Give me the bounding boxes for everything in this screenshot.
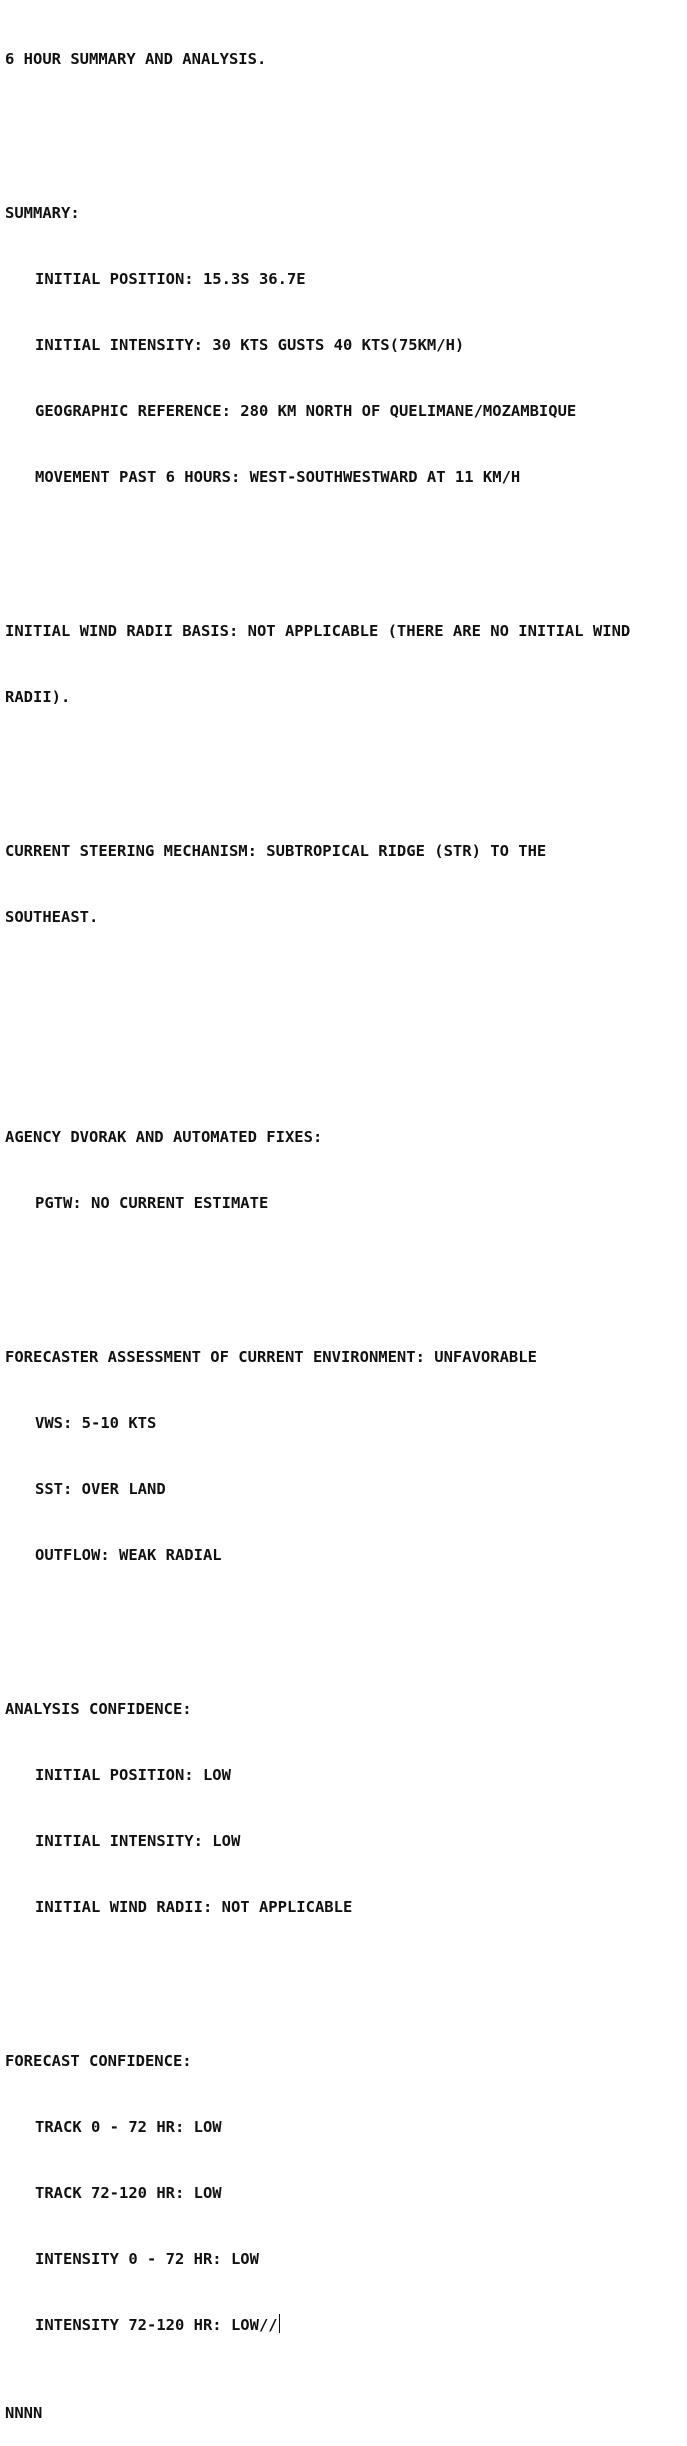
blank-line [5, 972, 630, 994]
blank-line [5, 1038, 630, 1060]
bulletin-text [5, 4, 630, 2446]
analysis-confidence-label: ANALYSIS CONFIDENCE: [5, 1700, 192, 1718]
blank-line [5, 1258, 630, 1280]
summary-geographic-reference: GEOGRAPHIC REFERENCE: 280 KM NORTH OF QUELIMANE/MOZAMBIQUE [35, 402, 577, 420]
dvorak-label: AGENCY DVORAK AND AUTOMATED FIXES: [5, 1128, 323, 1146]
blank-line [5, 114, 630, 136]
forecast-confidence-label: FORECAST CONFIDENCE: [5, 2052, 192, 2070]
blank-line [5, 752, 630, 774]
forecast-intensity-0-72: INTENSITY 0 - 72 HR: LOW [35, 2250, 259, 2268]
steering-line-1: CURRENT STEERING MECHANISM: SUBTROPICAL RIDGE (STR) TO THE [5, 842, 547, 860]
forecast-intensity-72-120: INTENSITY 72-120 HR: LOW// [35, 2316, 278, 2334]
environment-outflow: OUTFLOW: WEAK RADIAL [35, 1546, 222, 1564]
blank-line [5, 1962, 630, 1984]
bulletin-heading: 6 HOUR SUMMARY AND ANALYSIS. [5, 50, 267, 68]
summary-initial-position: INITIAL POSITION: 15.3S 36.7E [35, 270, 306, 288]
dvorak-pgtw: PGTW: NO CURRENT ESTIMATE [35, 1194, 269, 1212]
environment-label: FORECASTER ASSESSMENT OF CURRENT ENVIRONMENT: UNFAVORABLE [5, 1348, 537, 1366]
text-cursor [279, 2314, 280, 2333]
wind-radii-line-1: INITIAL WIND RADII BASIS: NOT APPLICABLE (THERE ARE NO INITIAL WIND [5, 622, 631, 640]
summary-label: SUMMARY: [5, 204, 80, 222]
analysis-initial-wind-radii: INITIAL WIND RADII: NOT APPLICABLE [35, 1898, 353, 1916]
environment-sst: SST: OVER LAND [35, 1480, 166, 1498]
blank-line [5, 1610, 630, 1632]
forecast-track-0-72: TRACK 0 - 72 HR: LOW [35, 2118, 222, 2136]
blank-line [5, 532, 630, 554]
steering-line-2: SOUTHEAST. [5, 908, 99, 926]
summary-initial-intensity: INITIAL INTENSITY: 30 KTS GUSTS 40 KTS(75KM/H) [35, 336, 465, 354]
environment-vws: VWS: 5-10 KTS [35, 1414, 157, 1432]
analysis-initial-position: INITIAL POSITION: LOW [35, 1766, 231, 1784]
bulletin-terminator: NNNN [5, 2404, 43, 2422]
forecast-track-72-120: TRACK 72-120 HR: LOW [35, 2184, 222, 2202]
wind-radii-line-2: RADII). [5, 688, 71, 706]
analysis-initial-intensity: INITIAL INTENSITY: LOW [35, 1832, 241, 1850]
summary-movement: MOVEMENT PAST 6 HOURS: WEST-SOUTHWESTWARD AT 11 KM/H [35, 468, 521, 486]
forecast-intensity-72-120-line[interactable] [5, 2314, 630, 2336]
